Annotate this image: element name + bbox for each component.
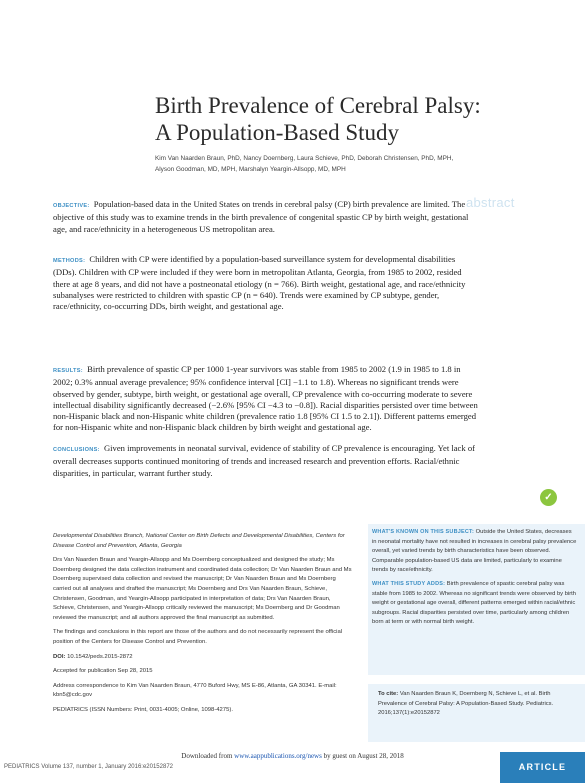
article-title xyxy=(155,92,535,146)
open-access-icon: ✓ xyxy=(540,489,557,506)
methods-text: Children with CP were identified by a population-based surveillance system for developmental disabilities (DDs). Children with CP were included if they were born in metropolitan Atlanta, Georgia, from 1985 to 2002, resided there at age 8 years, and did not have a postneonatal etiology (n = 766). Birth weight, gestational age, and race/ethnicity subanalyses were restricted to children with spastic CP (n = 640). Trends were examined by CP subtype, gender, race/ethnicity, co-occurring DDs, birth weight, and gestational age. xyxy=(53,254,466,312)
abstract-results xyxy=(53,364,478,434)
abstract-conclusions xyxy=(53,443,478,479)
affiliation: Developmental Disabilities Branch, National Center on Birth Defects and Developmental Disabilities, Centers for Disease Control and Prevention, Atlanta, Georgia xyxy=(53,533,345,549)
abstract-methods xyxy=(53,254,478,312)
study-adds xyxy=(372,580,577,628)
title-line-2: A Population-Based Study xyxy=(155,120,400,145)
disclaimer: The findings and conclusions in this report are those of the authors and do not necessarily represent the official position of the Centers for Disease Control and Prevention. xyxy=(53,629,343,645)
abstract-tag: abstract xyxy=(466,195,515,210)
cite-label: To cite: xyxy=(378,691,399,697)
citation-box xyxy=(368,684,585,742)
conclusions-label: CONCLUSIONS: xyxy=(53,447,100,453)
whats-known-text: Outside the United States, decreases in neonatal mortality have not resulted in increases in cerebral palsy prevalence overall, yet varied trends by birth characteristics have been observed. Comparable population-based US data are limited, particularly to examine trends by race/ethnicity. xyxy=(372,529,577,574)
doi xyxy=(53,653,353,663)
author-list: Kim Van Naarden Braun, PhD, Nancy Doernberg, Laura Schieve, PhD, Deborah Christensen, PhD, MPH, Alyson Goodman, MD, MPH, Marshalyn Yeargin-Allsopp, MD, MPH xyxy=(155,155,454,173)
download-suffix: by guest on August 28, 2018 xyxy=(323,752,404,760)
download-notice xyxy=(0,752,585,760)
contributions: Drs Van Naarden Braun and Yeargin-Allsopp and Ms Doernberg conceptualized and designed the study; Ms Doernberg designed the data collection instrument and coordinated data collection; Dr Van Naarden Braun and Ms Doernberg supervised data collection and revised the manuscript; Dr Van Naarden Braun and Ms Doernberg carried out all analyses and drafted the manuscript; Ms Doernberg and Drs Van Naarden Braun, Schieve, Christensen, Goodman, and Yeargin-Allsopp participated in interpretation of data; Drs Van Naarden Braun, Schieve, Christensen, and Yeargin-Allsopp critically reviewed the manuscript; Ms Doernberg and Dr Goodman reviewed the manuscript; and all authors approved the final manuscript as submitted. xyxy=(53,557,352,621)
doi-value[interactable]: 10.1542/peds.2015-2872 xyxy=(67,653,133,660)
cite-text: Van Naarden Braun K, Doernberg N, Schieve L, et al. Birth Prevalence of Cerebral Palsy: A Population-Based Study. Pediatrics. 2016;137(1):e20152872 xyxy=(378,691,554,717)
doi-label: DOI: xyxy=(53,653,66,660)
objective-text: Population-based data in the United States on trends in cerebral palsy (CP) birth prevalence are limited. The objective of this study was to examine trends in the birth prevalence of congenital spastic CP by birth weight, gestational age, and race/ethnicity in a heterogeneous US metropolitan area. xyxy=(53,199,469,234)
results-text: Birth prevalence of spastic CP per 1000 1-year survivors was stable from 1985 to 2002 (1.9 in 1985 to 1.8 in 2002; 0.3% annual average prevalence; 95% confidence interval [CI] −1.1 to 1.8). Whereas no significant trends were observed by gender, subtype, birth weight, or gestational age overall, CP prevalence with co-occurring moderate to severe intellectual disability significantly decreased (−2.6% [95% CI −4.3 to −0.8]). Racial disparities persisted over time between non-Hispanic black and non-Hispanic white children (prevalence ratio 1.8 [95% CI 1.5 to 2.1]). Different patterns emerged for non-Hispanic white and non-Hispanic black children by birth weight and gestational age. xyxy=(53,364,478,433)
study-adds-label: WHAT THIS STUDY ADDS: xyxy=(372,580,446,587)
whats-known-box xyxy=(368,524,585,675)
correspondence: Address correspondence to Kim Van Naarden Braun, 4770 Buford Hwy, MS E-86, Atlanta, GA 30341. E-mail: kbn5@cdc.gov xyxy=(53,682,337,699)
conclusions-text: Given improvements in neonatal survival, evidence of stability of CP prevalence is encouraging. Yet lack of overall decreases supports continued monitoring of trends and increased research and prevention efforts. Racial/ethnic disparities, in particular, warrant further study. xyxy=(53,443,475,478)
download-prefix: Downloaded from xyxy=(181,752,233,760)
study-adds-text: Birth prevalence of spastic cerebral palsy was stable from 1985 to 2002. Whereas no significant trends were observed by birth weight or gestational age overall, different patterns emerged within racial/ethnic subgroups. Racial disparities persisted over time, particularly among children born at term or with normal birth weight. xyxy=(372,580,576,626)
accepted-date: Accepted for publication Sep 28, 2015 xyxy=(53,668,153,675)
footnotes xyxy=(53,532,353,721)
whats-known xyxy=(372,528,577,576)
whats-known-label: WHAT'S KNOWN ON THIS SUBJECT: xyxy=(372,529,475,535)
journal-footer: PEDIATRICS Volume 137, number 1, January 2016:e20152872 xyxy=(4,764,173,770)
download-link[interactable]: www.aappublications.org/news xyxy=(234,752,322,760)
objective-label: OBJECTIVE: xyxy=(53,203,90,209)
abstract-objective xyxy=(53,199,478,235)
results-label: RESULTS: xyxy=(53,368,83,374)
title-line-1: Birth Prevalence of Cerebral Palsy: xyxy=(155,93,481,118)
article-tab: ARTICLE xyxy=(500,752,585,783)
issn: PEDIATRICS (ISSN Numbers: Print, 0031-4005; Online, 1098-4275). xyxy=(53,706,233,713)
methods-label: METHODS: xyxy=(53,258,86,264)
